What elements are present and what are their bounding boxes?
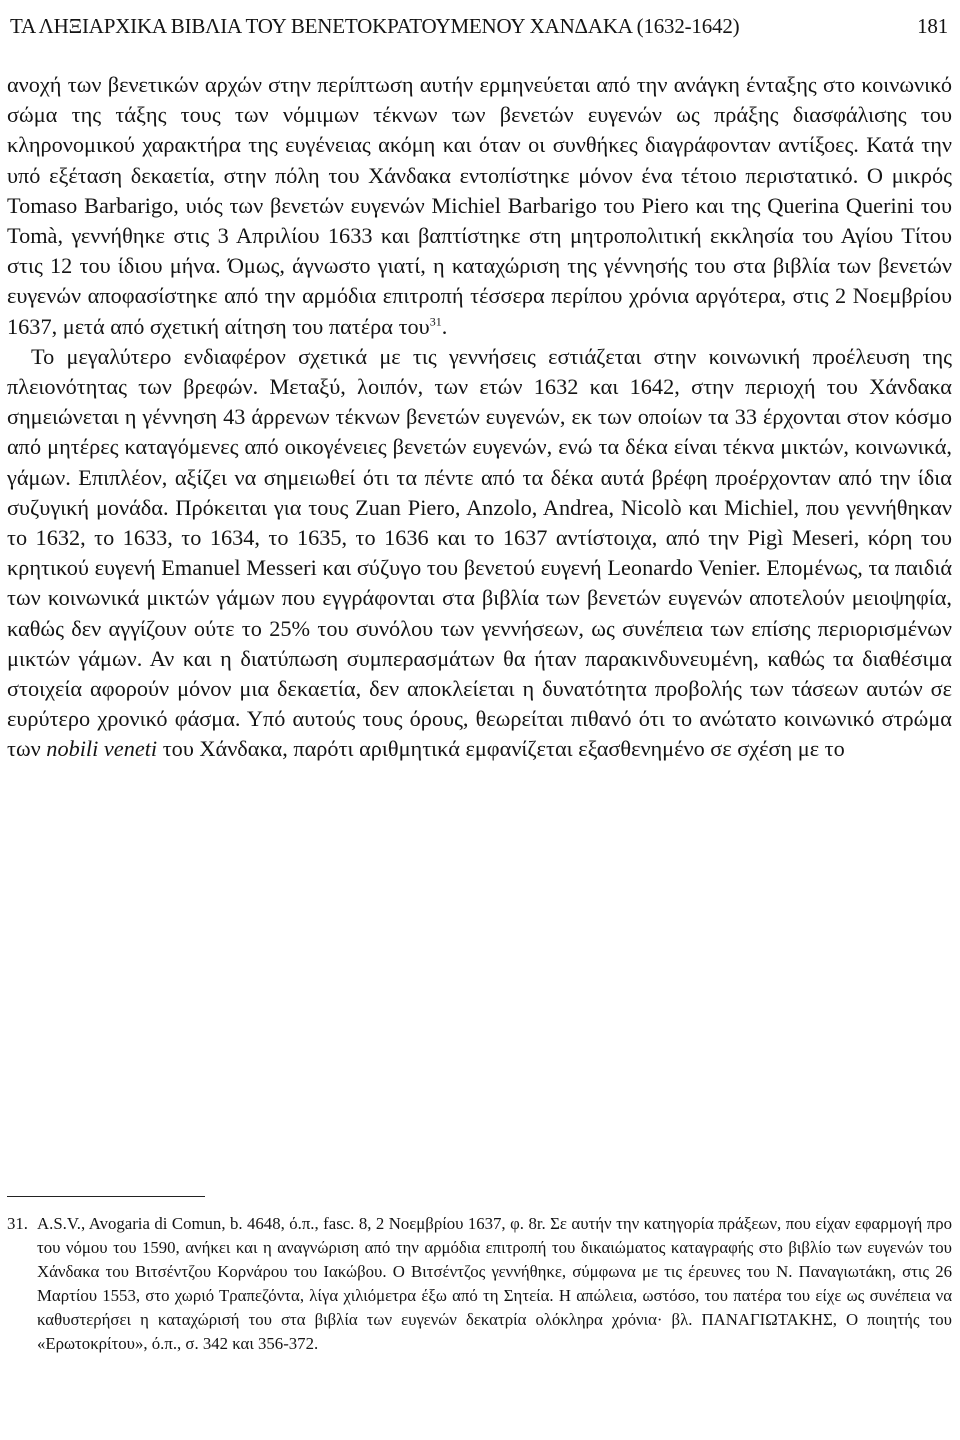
paragraph-1-end: . bbox=[441, 313, 448, 339]
paragraph-2-text: Το μεγαλύτερο ενδιαφέρον σχετικά με τις γεννήσεις εστιάζεται στην κοινωνική προέλευση της πλειονότητας των βρεφών. Μεταξύ, λοιπόν, των ετών 1632 και 1642, στην περιοχή του Χάνδακα σημειώνεται η γέννηση 43 άρρενων τέκνων βενετών ευγενών, εκ των οποίων τα 33 έρχονται στον κόσμο από μητέρες καταγόμενες από οικογένειες βενετών ευγενών, ενώ τα δέκα είναι τέκνα μικτών, κοινωνικά, γάμων. Επιπλέον, αξίζει να σημειωθεί ότι τα πέντε από τα δέκα αυτά βρέφη προέρχονταν από την ίδια συζυγική μονάδα. Πρόκειται για τους Zuan Piero, Anzolo, Andrea, Nicolò και Michiel, που γεννήθηκαν το 1632, το 1633, το 1634, το 1635, το 1636 και το 1637 αντίστοιχα, από την Pigì Meseri, κόρη του κρητικού ευγενή Emanuel Messeri και σύζυγο του βενετού ευγενή Leonardo Venier. Επομένως, τα παιδιά των κοινωνικά μικτών γάμων που εγγράφονται στα βιβλία των βενετών ευγενών αποτελούν μειοψηφία, καθώς δεν αγγίζουν ούτε το 25% του συνόλου των γεννήσεων, ως συνέπεια των επίσης περιορισμένων μικτών γάμων. Αν και η διατύπωση συμπερασμάτων θα ήταν παρακινδυνευμένη, καθώς τα διαθέσιμα στοιχεία αφορούν μόνον μια δεκαετία, δεν αποκλείεται η δυνατότητα προβολής των τάσεων αυτών σε ευρύτερο χρονικό φάσμα. Υπό αυτούς τους όρους, θεωρείται πιθανό ότι το ανώτατο κοινωνικό στρώμα των bbox=[7, 343, 952, 762]
page-number: 181 bbox=[917, 14, 948, 38]
running-header bbox=[10, 14, 948, 39]
footnote-text: A.S.V., Avogaria di Comun, b. 4648, ό.π., fasc. 8, 2 Νοεμβρίου 1637, φ. 8r. Σε αυτήν την κατηγορία πράξεων, που είχαν εφαρμογή προ του νόμου του 1590, ανήκει και η αναγνώριση από την αρμόδια επιτροπή του δικαιώματος καταγραφής στο βιβλίο των ευγενών του Χάνδακα του Βιτσέντζου Κορνάρου του Ιακώβου. Ο Βιτσέντζος γεννήθηκε, σύμφωνα με τις έρευνες του Ν. Παναγιωτάκη, στις 26 Μαρτίου 1553, στο χωριό Τραπεζόντα, λίγα χιλιόμετρα έξω από τη Σητεία. Η απώλεια, ωστόσο, του πατέρα του είχε ως συνέπεια να καθυστερήσει η καταχώρισή του στα βιβλία των ευγενών δεκατρία ολόκληρα χρόνια· βλ. ΠΑΝΑΓΙΩΤΑΚΗΣ, Ο ποιητής του «Ερωτοκρίτου», ό.π., σ. 342 και 356-372. bbox=[37, 1214, 952, 1353]
footnote-reference[interactable]: 31 bbox=[429, 314, 442, 329]
footnote-31 bbox=[7, 1212, 952, 1355]
paragraph-2-end: του Χάνδακα, παρότι αριθμητικά εμφανίζεται εξασθενημένο σε σχέση με το bbox=[157, 736, 845, 762]
paragraph-1 bbox=[7, 70, 952, 342]
body-text bbox=[7, 70, 952, 765]
footnote-number: 31. bbox=[7, 1214, 28, 1233]
footnote-separator bbox=[7, 1196, 205, 1197]
italic-term: nobili veneti bbox=[46, 736, 158, 762]
paragraph-2 bbox=[7, 342, 952, 765]
running-title: ΤΑ ΛΗΞΙΑΡΧΙΚΑ ΒΙΒΛΙΑ ΤΟΥ ΒΕΝΕΤΟΚΡΑΤΟΥΜΕΝΟΥ ΧΑΝΔΑΚΑ (1632-1642) bbox=[10, 14, 740, 38]
paragraph-1-text: ανοχή των βενετικών αρχών στην περίπτωση αυτήν ερμηνεύεται από την ανάγκη ένταξης στο κοινωνικό σώμα της τάξης τους των νόμιμων τέκνων των βενετών ευγενών ως πράξης διασφάλισης του κληρονομικού χαρακτήρα της ευγένειας ακόμη και όταν οι συνθήκες διαγράφονταν αντίξοες. Κατά την υπό εξέταση δεκαετία, στην πόλη του Χάνδακα εντοπίστηκε μόνον ένα τέτοιο περιστατικό. Ο μικρός Tomaso Barbarigo, υιός των βενετών ευγενών Michiel Barbarigo του Piero και της Querina Querini του Tomà, γεννήθηκε στις 3 Απριλίου 1633 και βαπτίστηκε στη μητροπολιτική εκκλησία του Αγίου Τίτου στις 12 του ίδιου μήνα. Όμως, άγνωστο γιατί, η καταχώριση της γέννησής του στα βιβλία των βενετών ευγενών αποφασίστηκε από την αρμόδια επιτροπή τέσσερα περίπου χρόνια αργότερα, στις 2 Νοεμβρίου 1637, μετά από σχετική αίτηση του πατέρα του bbox=[7, 72, 952, 339]
